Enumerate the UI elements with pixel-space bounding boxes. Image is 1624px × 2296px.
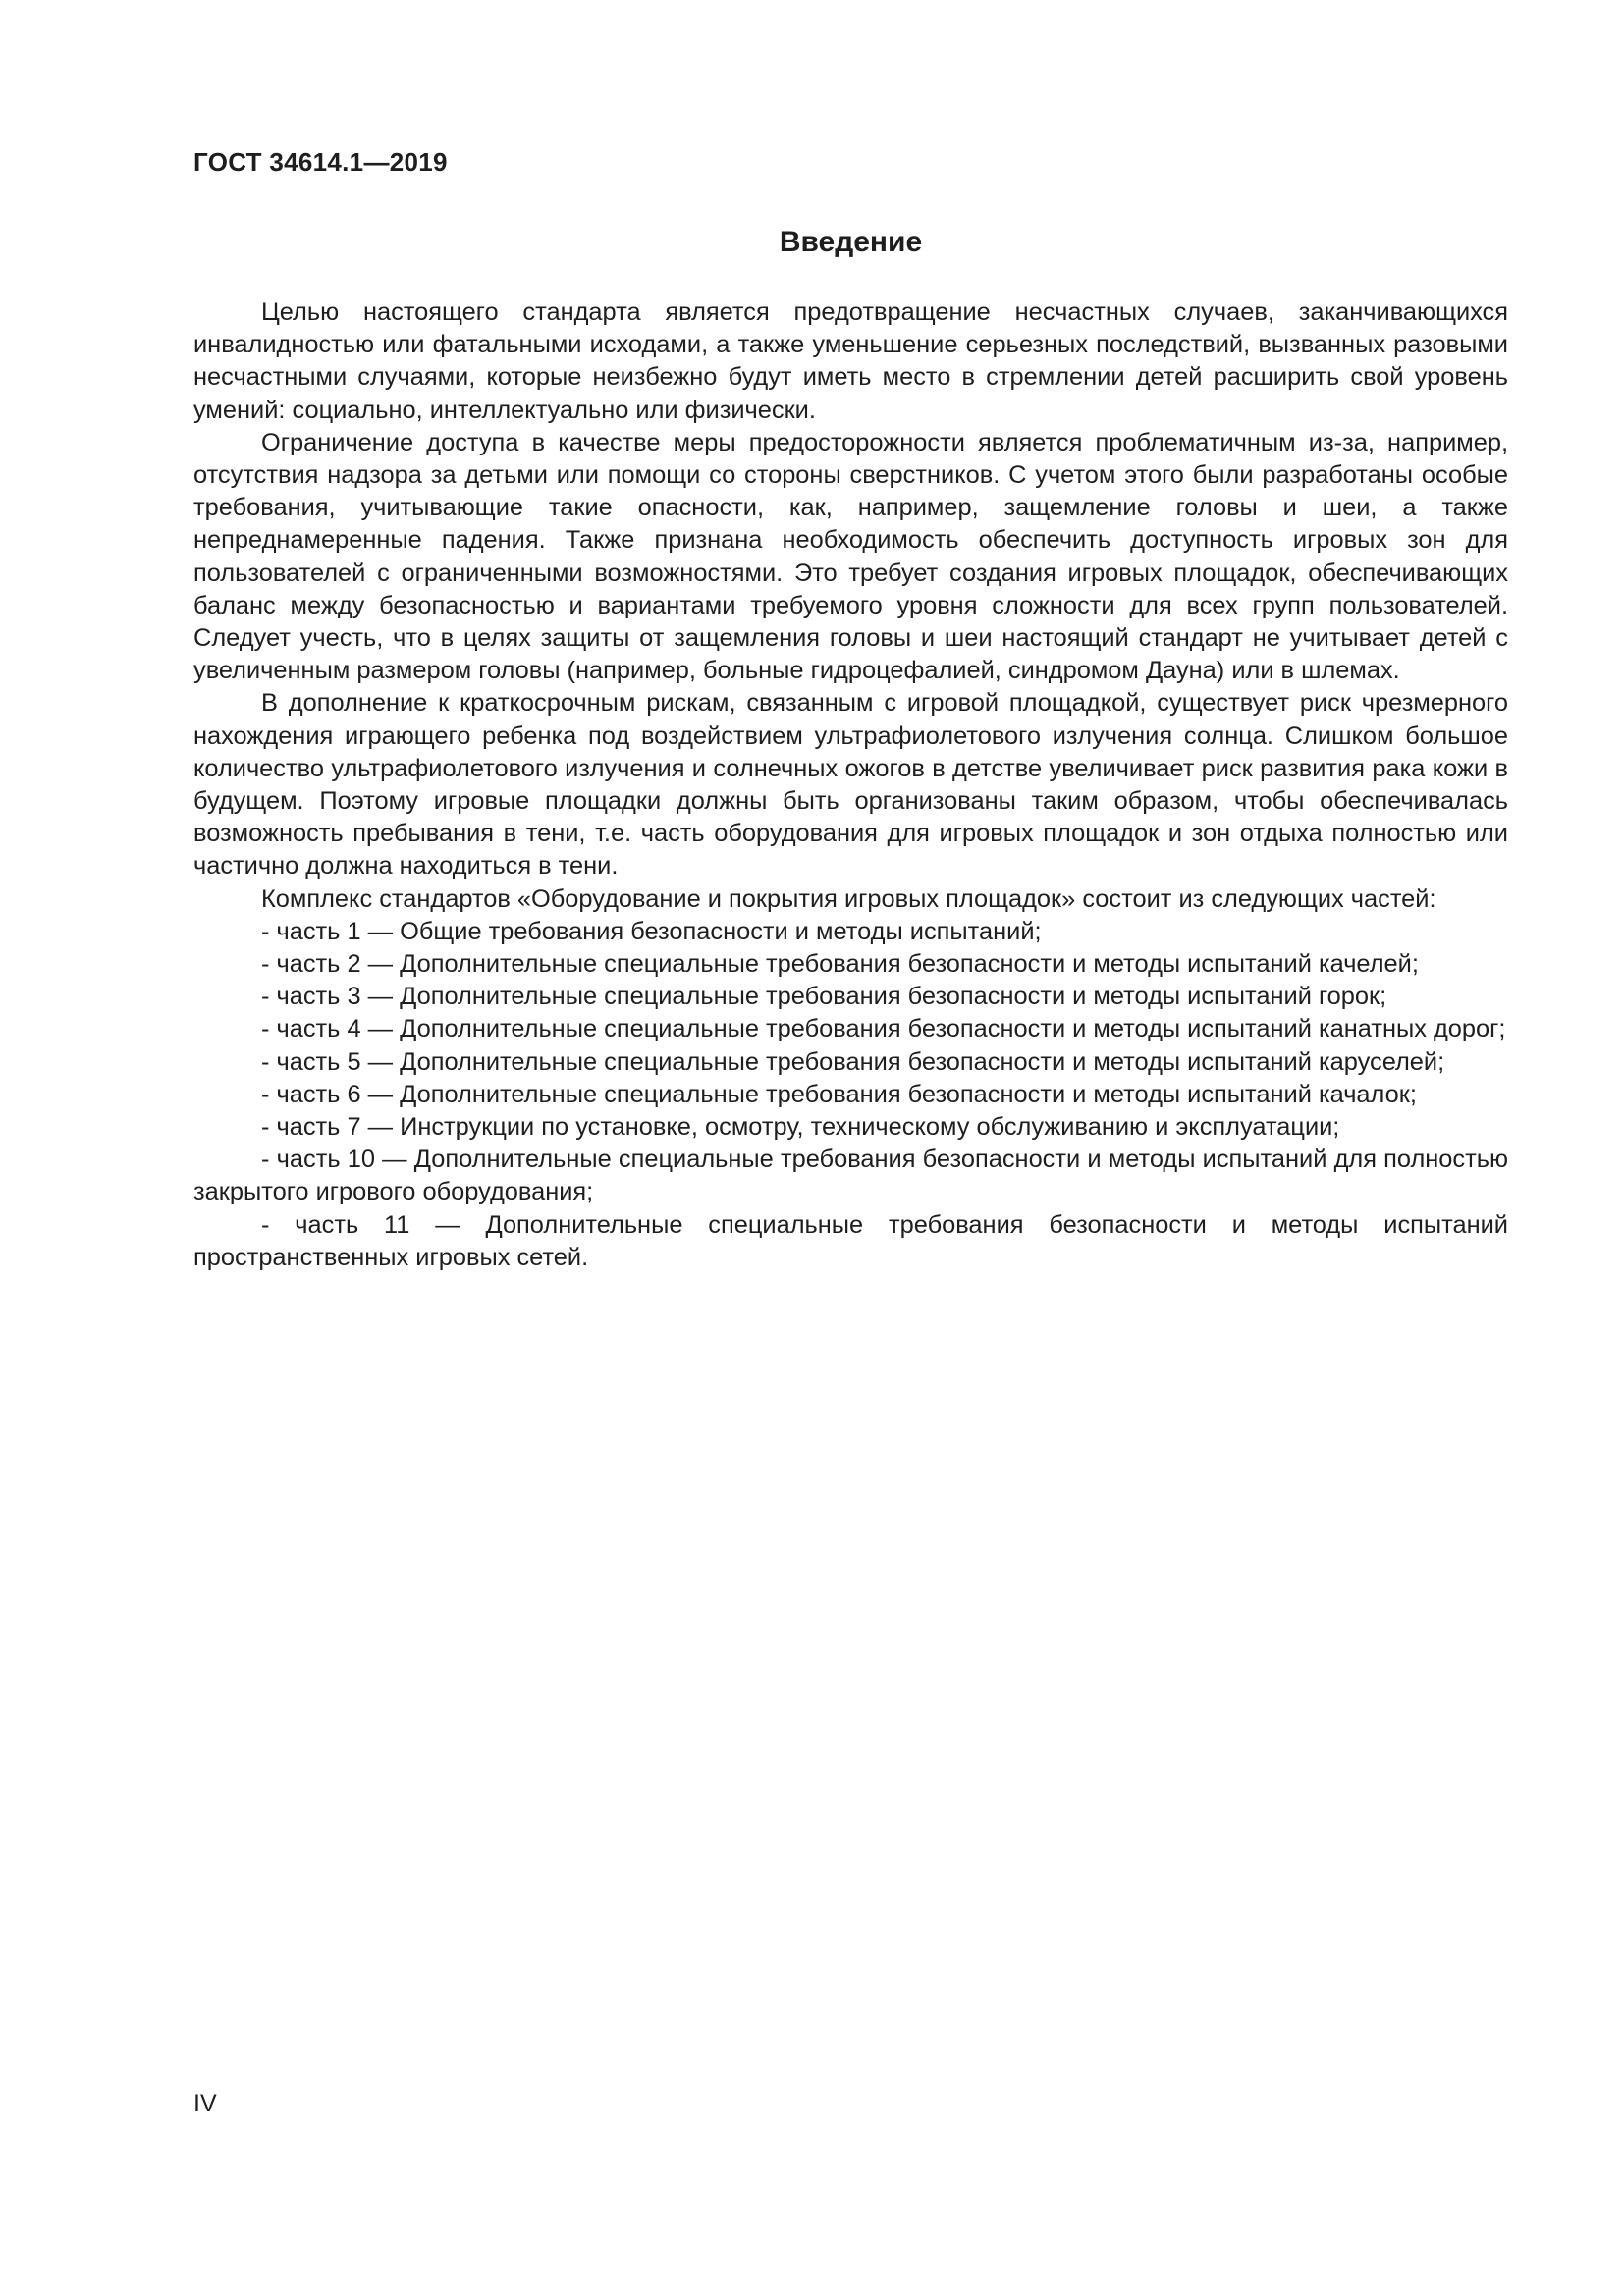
paragraph: Ограничение доступа в качестве меры предосторожности является проблематичным из-за, например, отсутствия надзора за детьми или помощи со стороны сверстников. С учетом этого были разработаны особые требования, учитывающие такие опасности, как, например, защемление головы и шеи, а также непреднамеренные падения. Также признана необходимость обеспечить доступность игровых зон для пользователей с ограниченными возможностями. Это требует создания игровых площадок, обеспечивающих баланс между безопасностью и вариантами требуемого уровня сложности для всех групп пользователей. Следует учесть, что в целях защиты от защемления головы и шеи настоящий стандарт не учитывает детей с увеличенным размером головы (например, больные гидроцефалией, синдромом Дауна) или в шлемах. (193, 428, 1508, 685)
intro-body (193, 296, 1508, 1274)
list-item: - часть 10 — Дополнительные специальные требования безопасности и методы испытаний для полностью закрытого игрового оборудования; (193, 1146, 1508, 1206)
list-item: - часть 2 — Дополнительные специальные требования безопасности и методы испытаний качелей; (261, 950, 1419, 979)
paragraph: Комплекс стандартов «Оборудование и покрытия игровых площадок» состоит из следующих частей: (261, 884, 1436, 913)
list-item: - часть 5 — Дополнительные специальные требования безопасности и методы испытаний каруселей; (261, 1047, 1445, 1076)
paragraph: В дополнение к краткосрочным рискам, связанным с игровой площадкой, существует риск чрезмерного нахождения играющего ребенка под воздействием ультрафиолетового излучения солнца. Слишком большое количество ультрафиолетового излучения и солнечных ожогов в детстве увеличивает риск развития рака кожи в будущем. Поэтому игровые площадки должны быть организованы таким образом, чтобы обеспечивалась возможность пребывания в тени, т.е. часть оборудования для игровых площадок и зон отдыха полностью или частично должна находиться в тени. (193, 689, 1508, 881)
section-title: Введение (779, 226, 923, 258)
list-item: - часть 11 — Дополнительные специальные требования безопасности и методы испытаний пространственных игровых сетей. (193, 1210, 1508, 1271)
document-id-header: ГОСТ 34614.1—2019 (193, 147, 448, 177)
list-item: - часть 3 — Дополнительные специальные требования безопасности и методы испытаний горок; (261, 983, 1387, 1011)
paragraph: Целью настоящего стандарта является предотвращение несчастных случаев, заканчивающихся инвалидностью или фатальными исходами, а также уменьшение серьезных последствий, вызванных разовыми несчастными случаями, которые неизбежно будут иметь место в стремлении детей расширить свой уровень умений: социально, интеллектуально или физически. (193, 298, 1508, 424)
list-item: - часть 4 — Дополнительные специальные требования безопасности и методы испытаний канатных дорог; (261, 1015, 1506, 1043)
list-item: - часть 7 — Инструкции по установке, осмотру, техническому обслуживанию и эксплуатации; (261, 1113, 1340, 1142)
page-number: IV (193, 2090, 217, 2117)
list-item: - часть 6 — Дополнительные специальные требования безопасности и методы испытаний качалок; (261, 1080, 1417, 1108)
list-item: - часть 1 — Общие требования безопасности и методы испытаний; (261, 917, 1042, 945)
